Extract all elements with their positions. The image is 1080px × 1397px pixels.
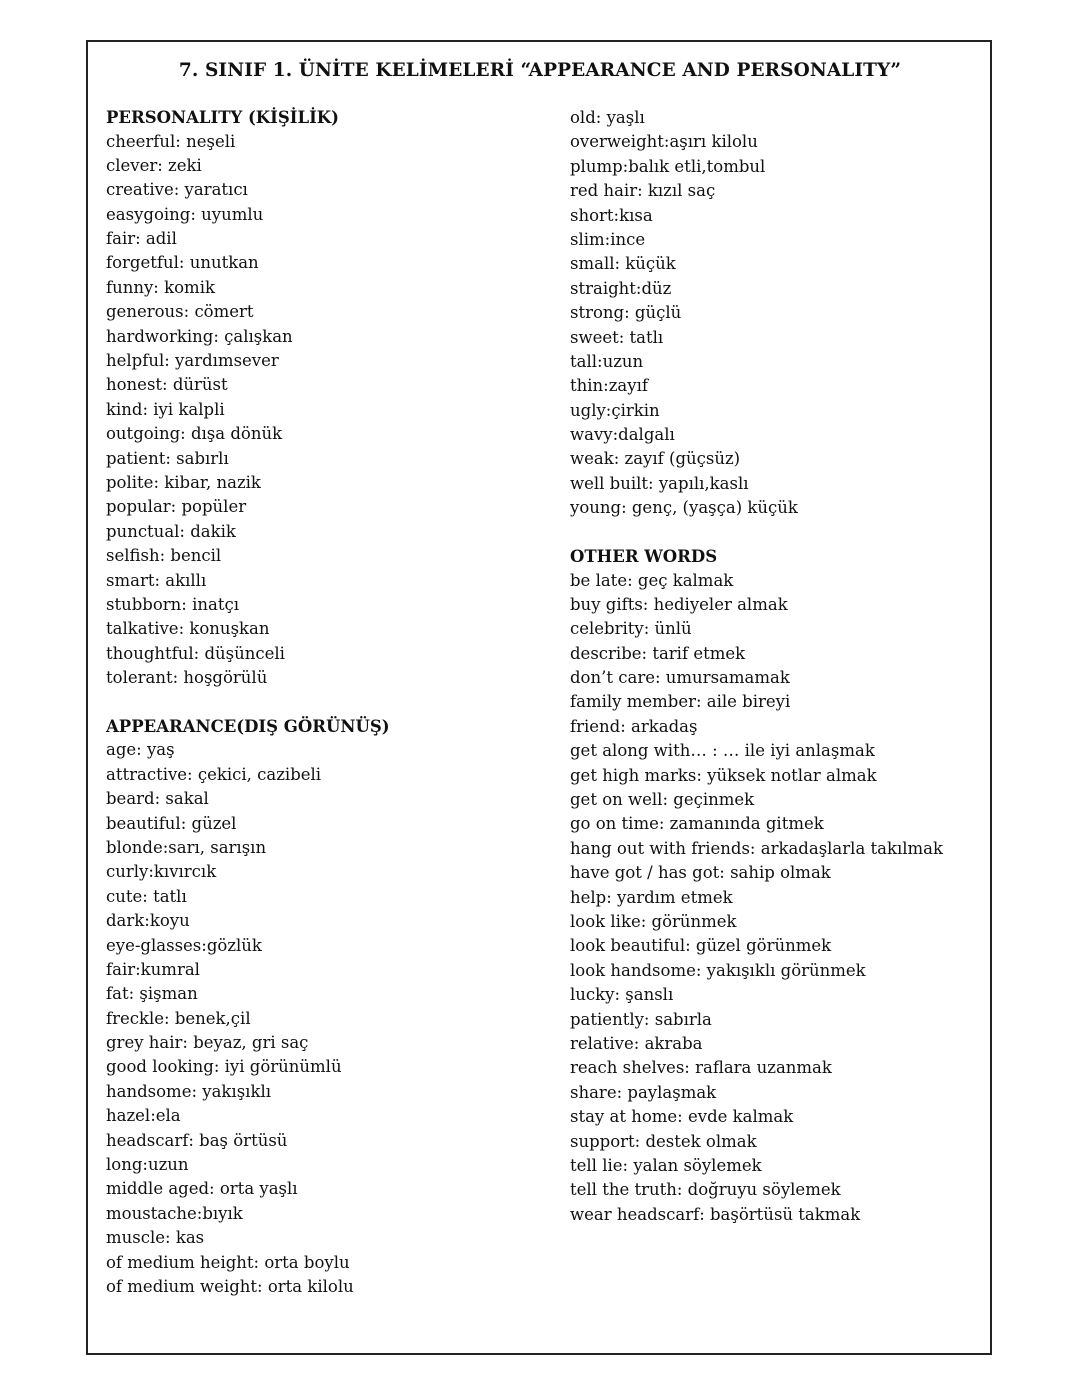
appearance-entry: grey hair: beyaz, gri saç (106, 1033, 309, 1053)
appearance-entry: headscarf: baş örtüsü (106, 1130, 288, 1150)
personality-entry: talkative: konuşkan (106, 619, 270, 639)
section-spacer (570, 521, 980, 545)
other-words-entry: wear headscarf: başörtüsü takmak (570, 1204, 861, 1224)
appearance-entry: well built: yapılı,kaslı (570, 473, 749, 493)
personality-entry: thoughtful: düşünceli (106, 643, 285, 663)
appearance-entry: straight:düz (570, 278, 672, 298)
appearance-entry: overweight:aşırı kilolu (570, 132, 758, 152)
appearance-entry: fair:kumral (106, 959, 200, 979)
other-words-entry: friend: arkadaş (570, 716, 698, 736)
appearance-heading: APPEARANCE(DIŞ GÖRÜNÜŞ) (106, 716, 390, 736)
personality-entry: punctual: dakik (106, 521, 236, 541)
appearance-entry: eye-glasses:gözlük (106, 935, 262, 955)
page-title: 7. SINIF 1. ÜNİTE KELİMELERİ “APPEARANCE AND PERSONALITY” (178, 60, 902, 81)
other-words-entry: get on well: geçinmek (570, 790, 755, 810)
appearance-entry: curly:kıvırcık (106, 862, 217, 882)
appearance-entry: thin:zayıf (570, 376, 648, 396)
appearance-entry: of medium weight: orta kilolu (106, 1276, 354, 1296)
personality-entry: fair: adil (106, 229, 177, 249)
appearance-continued-list (570, 106, 980, 521)
other-words-entry: get along with… : … ile iyi anlaşmak (570, 741, 875, 761)
personality-entry: forgetful: unutkan (106, 253, 259, 273)
other-words-entry: go on time: zamanında gitmek (570, 814, 824, 834)
section-spacer (106, 690, 546, 714)
personality-entry: stubborn: inatçı (106, 594, 239, 614)
other-words-entry: be late: geç kalmak (570, 570, 734, 590)
other-words-entry: get high marks: yüksek notlar almak (570, 765, 877, 785)
other-words-entry: buy gifts: hediyeler almak (570, 594, 788, 614)
right-column (570, 106, 980, 1227)
appearance-entry: young: genç, (yaşça) küçük (570, 498, 798, 518)
personality-list (106, 130, 546, 691)
appearance-entry: slim:ince (570, 229, 646, 249)
appearance-entry: dark:koyu (106, 911, 190, 931)
personality-entry: honest: dürüst (106, 375, 228, 395)
appearance-entry: muscle: kas (106, 1228, 205, 1248)
other-words-heading: OTHER WORDS (570, 547, 718, 567)
personality-entry: cheerful: neşeli (106, 131, 236, 151)
other-words-entry: help: yardım etmek (570, 887, 733, 907)
appearance-entry: freckle: benek,çil (106, 1008, 251, 1028)
personality-entry: outgoing: dışa dönük (106, 424, 283, 444)
other-words-entry: tell the truth: doğruyu söylemek (570, 1180, 841, 1200)
appearance-entry: hazel:ela (106, 1106, 181, 1126)
appearance-entry: short:kısa (570, 205, 653, 225)
personality-entry: easygoing: uyumlu (106, 204, 264, 224)
appearance-entry: handsome: yakışıklı (106, 1081, 271, 1101)
appearance-entry: beautiful: güzel (106, 813, 237, 833)
appearance-entry: weak: zayıf (güçsüz) (570, 449, 741, 469)
other-words-entry: describe: tarif etmek (570, 643, 746, 663)
appearance-list (106, 738, 546, 1299)
appearance-entry: red hair: kızıl saç (570, 181, 716, 201)
personality-entry: polite: kibar, nazik (106, 472, 261, 492)
appearance-entry: sweet: tatlı (570, 327, 664, 347)
appearance-entry: long:uzun (106, 1155, 189, 1175)
appearance-entry: strong: güçlü (570, 303, 682, 323)
appearance-entry: small: küçük (570, 254, 676, 274)
other-words-entry: tell lie: yalan söylemek (570, 1155, 762, 1175)
other-words-list (570, 569, 980, 1228)
appearance-entry: wavy:dalgalı (570, 425, 675, 445)
personality-entry: popular: popüler (106, 497, 247, 517)
appearance-entry: moustache:bıyık (106, 1203, 243, 1223)
other-words-entry: patiently: sabırla (570, 1009, 712, 1029)
other-words-entry: look like: görünmek (570, 912, 737, 931)
personality-entry: selfish: bencil (106, 546, 222, 566)
appearance-entry: fat: şişman (106, 984, 198, 1004)
appearance-entry: of medium height: orta boylu (106, 1252, 350, 1272)
appearance-entry: plump:balık etli,tombul (570, 156, 766, 176)
other-words-entry: lucky: şanslı (570, 985, 674, 1005)
other-words-entry: look beautiful: güzel görünmek (570, 936, 832, 956)
appearance-entry: middle aged: orta yaşlı (106, 1179, 298, 1199)
other-words-entry: have got / has got: sahip olmak (570, 863, 831, 883)
appearance-entry: ugly:çirkin (570, 400, 660, 420)
personality-entry: tolerant: hoşgörülü (106, 668, 268, 688)
personality-entry: funny: komik (106, 277, 215, 297)
personality-entry: creative: yaratıcı (106, 180, 248, 200)
other-words-entry: don’t care: umursamamak (570, 668, 790, 688)
other-words-entry: support: destek olmak (570, 1131, 757, 1151)
appearance-entry: cute: tatlı (106, 886, 187, 906)
other-words-entry: relative: akraba (570, 1033, 703, 1053)
personality-entry: smart: akıllı (106, 570, 207, 590)
other-words-entry: hang out with friends: arkadaşlarla takılmak (570, 838, 944, 858)
appearance-entry: blonde:sarı, sarışın (106, 837, 267, 857)
left-column (106, 106, 546, 1299)
personality-entry: generous: cömert (106, 302, 254, 322)
appearance-entry: age: yaş (106, 740, 175, 760)
appearance-entry: good looking: iyi görünümlü (106, 1057, 342, 1077)
personality-heading: PERSONALITY (KİŞİLİK) (106, 108, 339, 127)
other-words-entry: share: paylaşmak (570, 1082, 717, 1102)
other-words-entry: stay at home: evde kalmak (570, 1107, 794, 1127)
personality-entry: hardworking: çalışkan (106, 326, 293, 346)
personality-entry: kind: iyi kalpli (106, 399, 225, 419)
personality-entry: helpful: yardımsever (106, 351, 279, 371)
appearance-entry: attractive: çekici, cazibeli (106, 764, 322, 784)
appearance-entry: old: yaşlı (570, 108, 645, 127)
other-words-entry: look handsome: yakışıklı görünmek (570, 960, 866, 980)
other-words-entry: family member: aile bireyi (570, 692, 791, 712)
other-words-entry: celebrity: ünlü (570, 619, 692, 639)
personality-entry: patient: sabırlı (106, 448, 229, 468)
appearance-entry: beard: sakal (106, 789, 209, 809)
other-words-entry: reach shelves: raflara uzanmak (570, 1058, 832, 1078)
personality-entry: clever: zeki (106, 155, 202, 175)
appearance-entry: tall:uzun (570, 351, 644, 371)
